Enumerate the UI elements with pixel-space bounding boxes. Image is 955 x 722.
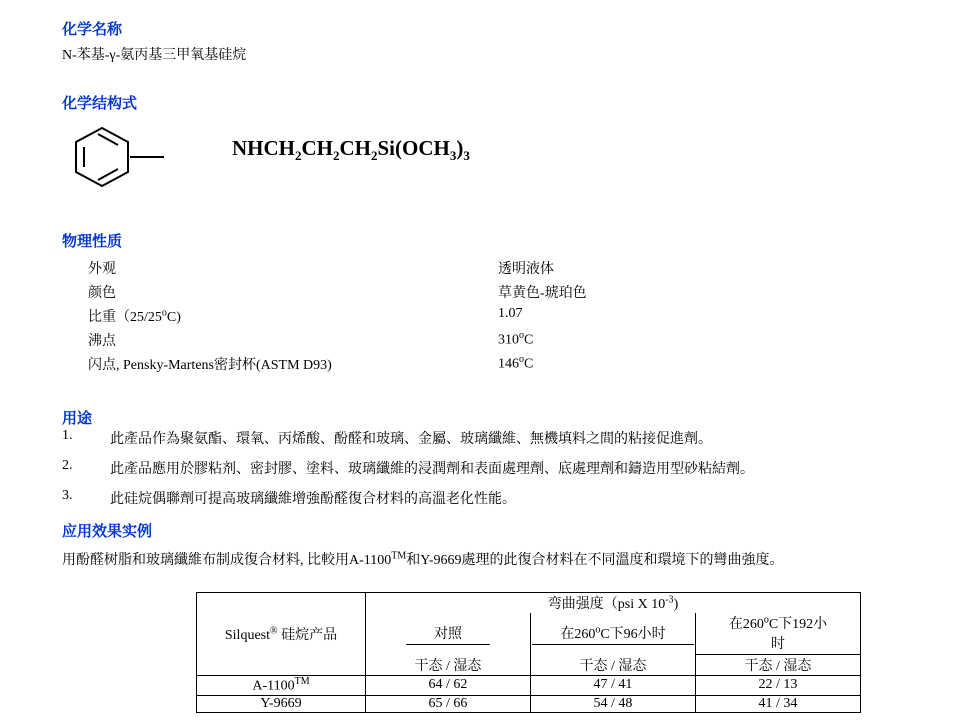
section-heading-uses: 用途	[62, 410, 93, 427]
property-label: 比重（25/25$^o$C)	[88, 307, 181, 325]
structure-formula: $NHCH_2CH_2CH_2Si(OCH_3)_3$	[232, 136, 470, 164]
table-row	[197, 676, 861, 696]
table-row	[197, 695, 861, 712]
product-header-text: Silquest® 硅烷产品	[224, 625, 338, 643]
list-item-number: 3.	[62, 488, 73, 503]
group-header-control	[366, 613, 531, 655]
cell-value: 22 / 13	[696, 676, 861, 696]
property-value: 310$^o$C	[498, 330, 534, 348]
list-item-text: 此硅烷偶聯劑可提高玻璃纖維增強酚醛復合材料的高溫老化性能。	[110, 492, 516, 507]
product-column-header	[197, 593, 366, 676]
sub-header-drywet: 干态 / 湿态	[696, 655, 861, 676]
sub-header-drywet: 干态 / 湿态	[531, 655, 696, 676]
row-label-product: Y-9669	[197, 695, 366, 712]
table-row	[62, 306, 762, 330]
page-left-margin-rule	[0, 0, 3, 722]
section-heading-physical-properties: 物理性质	[62, 233, 123, 250]
flexural-strength-table	[196, 592, 861, 713]
table-row	[197, 593, 861, 614]
list-item-number: 2.	[62, 458, 73, 473]
bond-line	[130, 156, 164, 158]
list-item	[62, 488, 892, 518]
cell-value: 64 / 62	[366, 676, 531, 696]
table-row	[62, 354, 762, 378]
property-label: 沸点	[88, 334, 116, 349]
table-row	[62, 258, 762, 282]
property-label: 颜色	[88, 286, 116, 301]
physical-properties-table	[62, 258, 762, 378]
table-row	[62, 282, 762, 306]
section-heading-application-example: 应用效果实例	[62, 523, 153, 540]
group-header-96h-text: 在260$^o$C下96小时	[532, 623, 693, 645]
section-heading-structure: 化学结构式	[62, 95, 138, 112]
application-description: 用酚醛树脂和玻璃纖維布制成復合材料, 比較用A-1100™和Y-9669處理的此復合材料在不同溫度和環境下的彎曲強度。	[62, 550, 784, 568]
strength-group-title	[366, 593, 861, 614]
property-label: 外观	[88, 262, 116, 277]
list-item	[62, 428, 892, 458]
cell-value: 47 / 41	[531, 676, 696, 696]
property-value: 146$^o$C	[498, 354, 534, 372]
list-item-text: 此產品應用於膠粘剂、密封膠、塗料、玻璃纖維的浸潤劑和表面處理劑、底處理劑和鑄造用型砂粘結劑。	[110, 462, 754, 477]
sub-header-drywet: 干态 / 湿态	[366, 655, 531, 676]
property-value: 1.07	[498, 306, 523, 321]
cell-value: 41 / 34	[696, 695, 861, 712]
uses-list	[62, 428, 892, 518]
chemical-structure-figure	[62, 118, 482, 198]
property-value: 透明液体	[498, 262, 554, 277]
group-header-control-text: 对照	[406, 623, 490, 645]
cell-value: 54 / 48	[531, 695, 696, 712]
list-item	[62, 458, 892, 488]
cell-value: 65 / 66	[366, 695, 531, 712]
row-label-product: A-1100™	[197, 676, 366, 696]
group-header-192h	[696, 613, 861, 655]
benzene-ring-icon	[74, 126, 130, 188]
strength-title-text: 弯曲强度（psi X $10^{-3}$)	[547, 594, 679, 612]
section-heading-chemical-name: 化学名称	[62, 21, 123, 38]
property-label: 闪点, Pensky-Martens密封杯(ASTM D93)	[88, 358, 332, 373]
group-header-96h	[531, 613, 696, 655]
chemical-name-value: N-苯基-γ-氨丙基三甲氧基硅烷	[62, 48, 247, 63]
list-item-number: 1.	[62, 428, 73, 443]
group-header-192h-text: 在260$^o$C下192小时	[696, 613, 860, 655]
property-value: 草黄色-琥珀色	[498, 286, 587, 301]
table-row	[62, 330, 762, 354]
list-item-text: 此產品作為聚氨酯、環氧、丙烯酸、酚醛和玻璃、金屬、玻璃纖維、無機填料之間的粘接促進劑。	[110, 432, 712, 447]
